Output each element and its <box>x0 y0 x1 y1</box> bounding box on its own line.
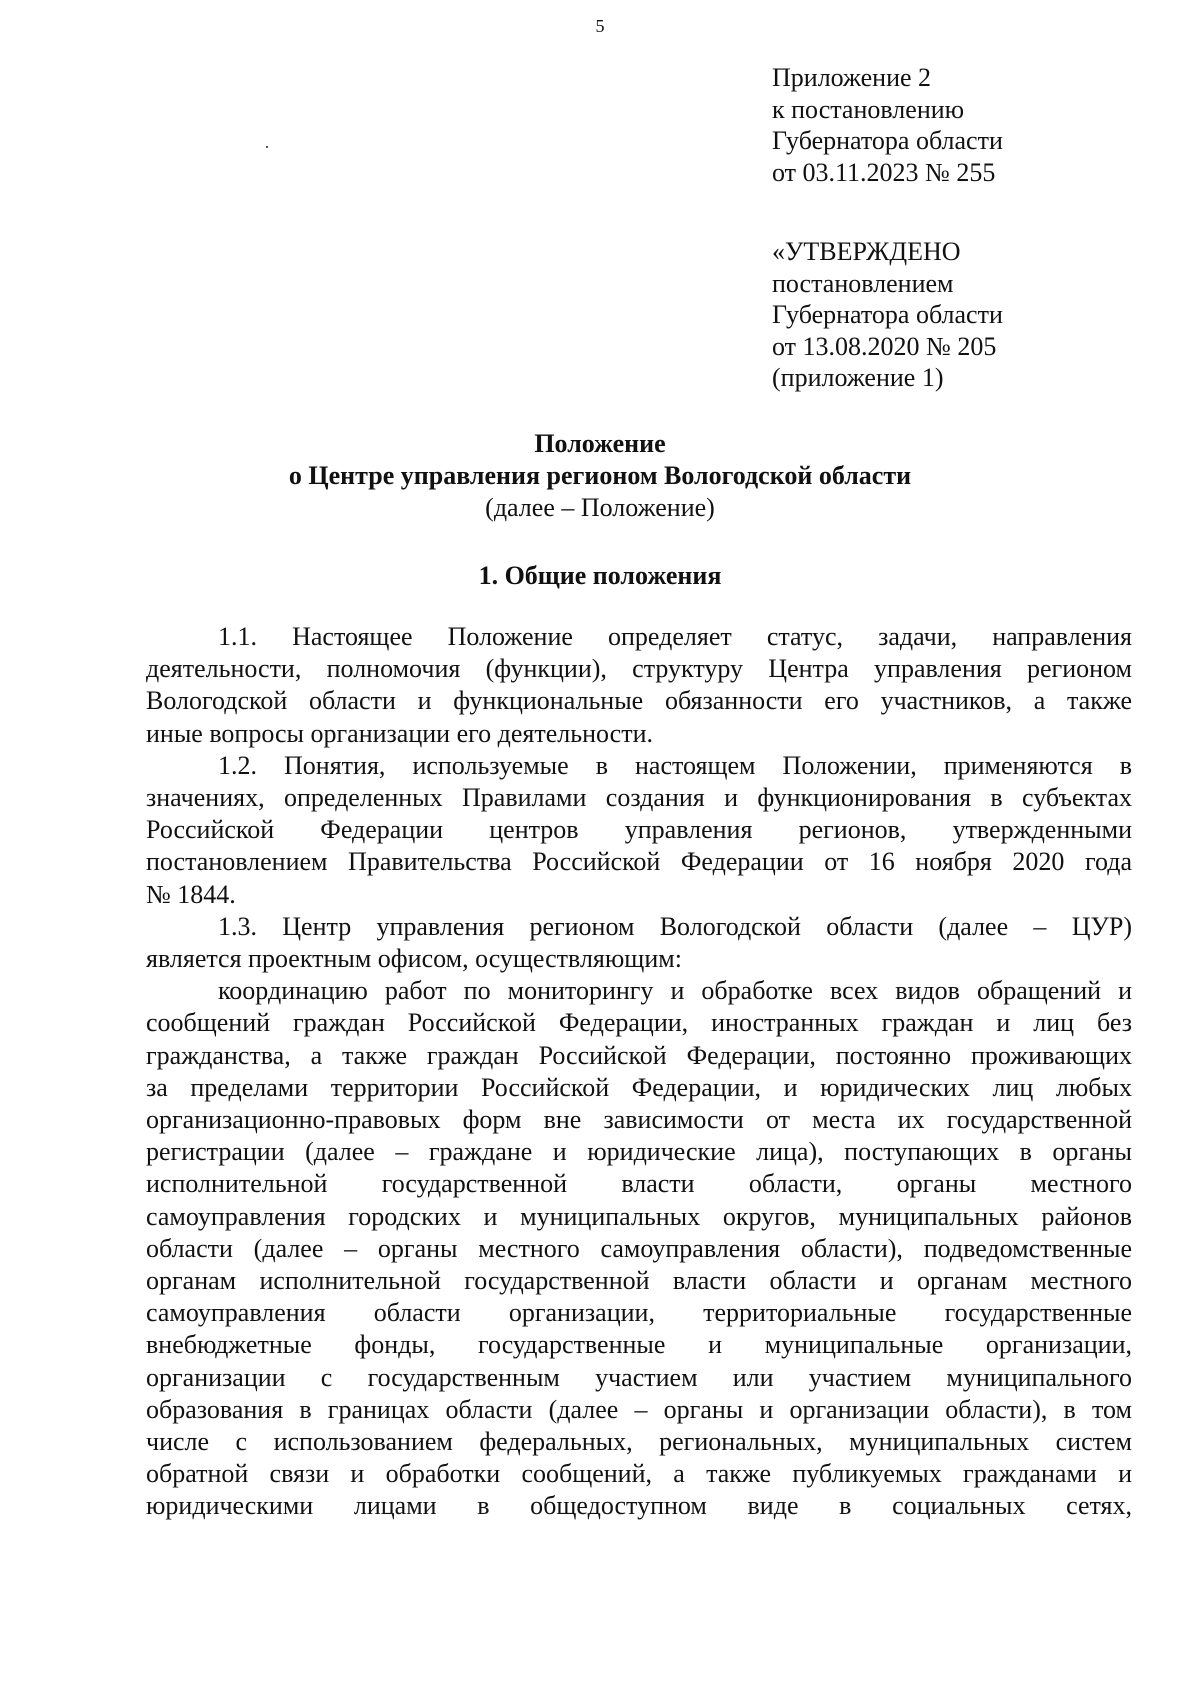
body-text-line: организации с государственным участием или участием муниципального <box>146 1362 1132 1392</box>
annex-line: Приложение 2 <box>772 63 932 92</box>
body-text-line: сообщений граждан Российской Федерации, иностранных граждан и лиц без <box>146 1008 1132 1038</box>
body-text-line: за пределами территории Российской Федерации, и юридических лиц любых <box>146 1072 1132 1102</box>
section-heading: 1. Общие положения <box>478 561 722 590</box>
annex-line: от 03.11.2023 № 255 <box>772 157 996 187</box>
approval-line: постановлением <box>772 268 954 298</box>
page-number: 5 <box>595 16 605 36</box>
body-text-line: является проектным офисом, осуществляющим: <box>146 944 682 974</box>
body-text-line: самоуправления городских и муниципальных округов, муниципальных районов <box>146 1201 1132 1231</box>
annex-line: Губернатора области <box>772 126 1003 155</box>
approval-line: «УТВЕРЖДЕНО <box>772 237 961 266</box>
body-text-line: иные вопросы организации его деятельности. <box>146 718 653 748</box>
body-text-line: № 1844. <box>146 879 236 909</box>
approval-line: (приложение 1) <box>772 363 944 392</box>
body-text-line: гражданства, а также граждан Российской Федерации, постоянно проживающих <box>146 1040 1132 1070</box>
body-text <box>146 621 1132 1523</box>
body-text-line: деятельности, полномочия (функции), структуру Центра управления регионом <box>146 654 1132 684</box>
annex-reference-block <box>772 62 1003 188</box>
body-text-line: образования в границах области (далее – органы и организации области), в том <box>146 1394 1132 1424</box>
body-text-line: организационно-правовых форм вне зависимости от места их государственной <box>146 1105 1132 1135</box>
body-text-line: Российской Федерации центров управления регионов, утвержденными <box>146 815 1132 845</box>
body-text-line: самоуправления области организации, территориальные государственные <box>146 1298 1132 1328</box>
title-line-main: Положение <box>534 429 666 458</box>
body-text-line: числе с использованием федеральных, региональных, муниципальных систем <box>146 1427 1132 1457</box>
approval-stamp-block <box>772 236 1003 394</box>
document-title <box>0 428 1200 524</box>
body-text-line: значениях, определенных Правилами создания и функционирования в субъектах <box>146 783 1132 813</box>
body-text-line: внебюджетные фонды, государственные и муниципальные организации, <box>146 1330 1132 1360</box>
body-text-line: постановлением Правительства Российской Федерации от 16 ноября 2020 года <box>146 847 1132 877</box>
approval-line: Губернатора области <box>772 300 1003 329</box>
body-text-line: 1.2. Понятия, используемые в настоящем Положении, применяются в <box>218 750 1132 780</box>
body-text-line: области (далее – органы местного самоуправления области), подведомственные <box>146 1233 1132 1263</box>
body-text-line: 1.1. Настоящее Положение определяет статус, задачи, направления <box>218 622 1132 651</box>
body-text-line: органам исполнительной государственной власти области и органам местного <box>146 1266 1132 1296</box>
body-text-line: Вологодской области и функциональные обязанности его участников, а также <box>146 686 1132 716</box>
body-text-line: 1.3. Центр управления регионом Вологодской области (далее – ЦУР) <box>218 911 1132 941</box>
body-text-line: регистрации (далее – граждане и юридические лица), поступающих в органы <box>146 1137 1132 1167</box>
title-line-short-name: (далее – Положение) <box>485 493 715 522</box>
scan-speck <box>266 146 268 148</box>
body-text-line: координацию работ по мониторингу и обработке всех видов обращений и <box>218 976 1132 1006</box>
body-text-line: обратной связи и обработки сообщений, а также публикуемых гражданами и <box>146 1459 1132 1489</box>
title-line-subject: о Центре управления регионом Вологодской области <box>288 461 912 490</box>
body-text-line: исполнительной государственной власти области, органы местного <box>146 1169 1132 1199</box>
annex-line: к постановлению <box>772 94 965 124</box>
approval-line: от 13.08.2020 № 205 <box>772 331 997 361</box>
body-text-line: юридическими лицами в общедоступном виде в социальных сетях, <box>146 1491 1132 1521</box>
